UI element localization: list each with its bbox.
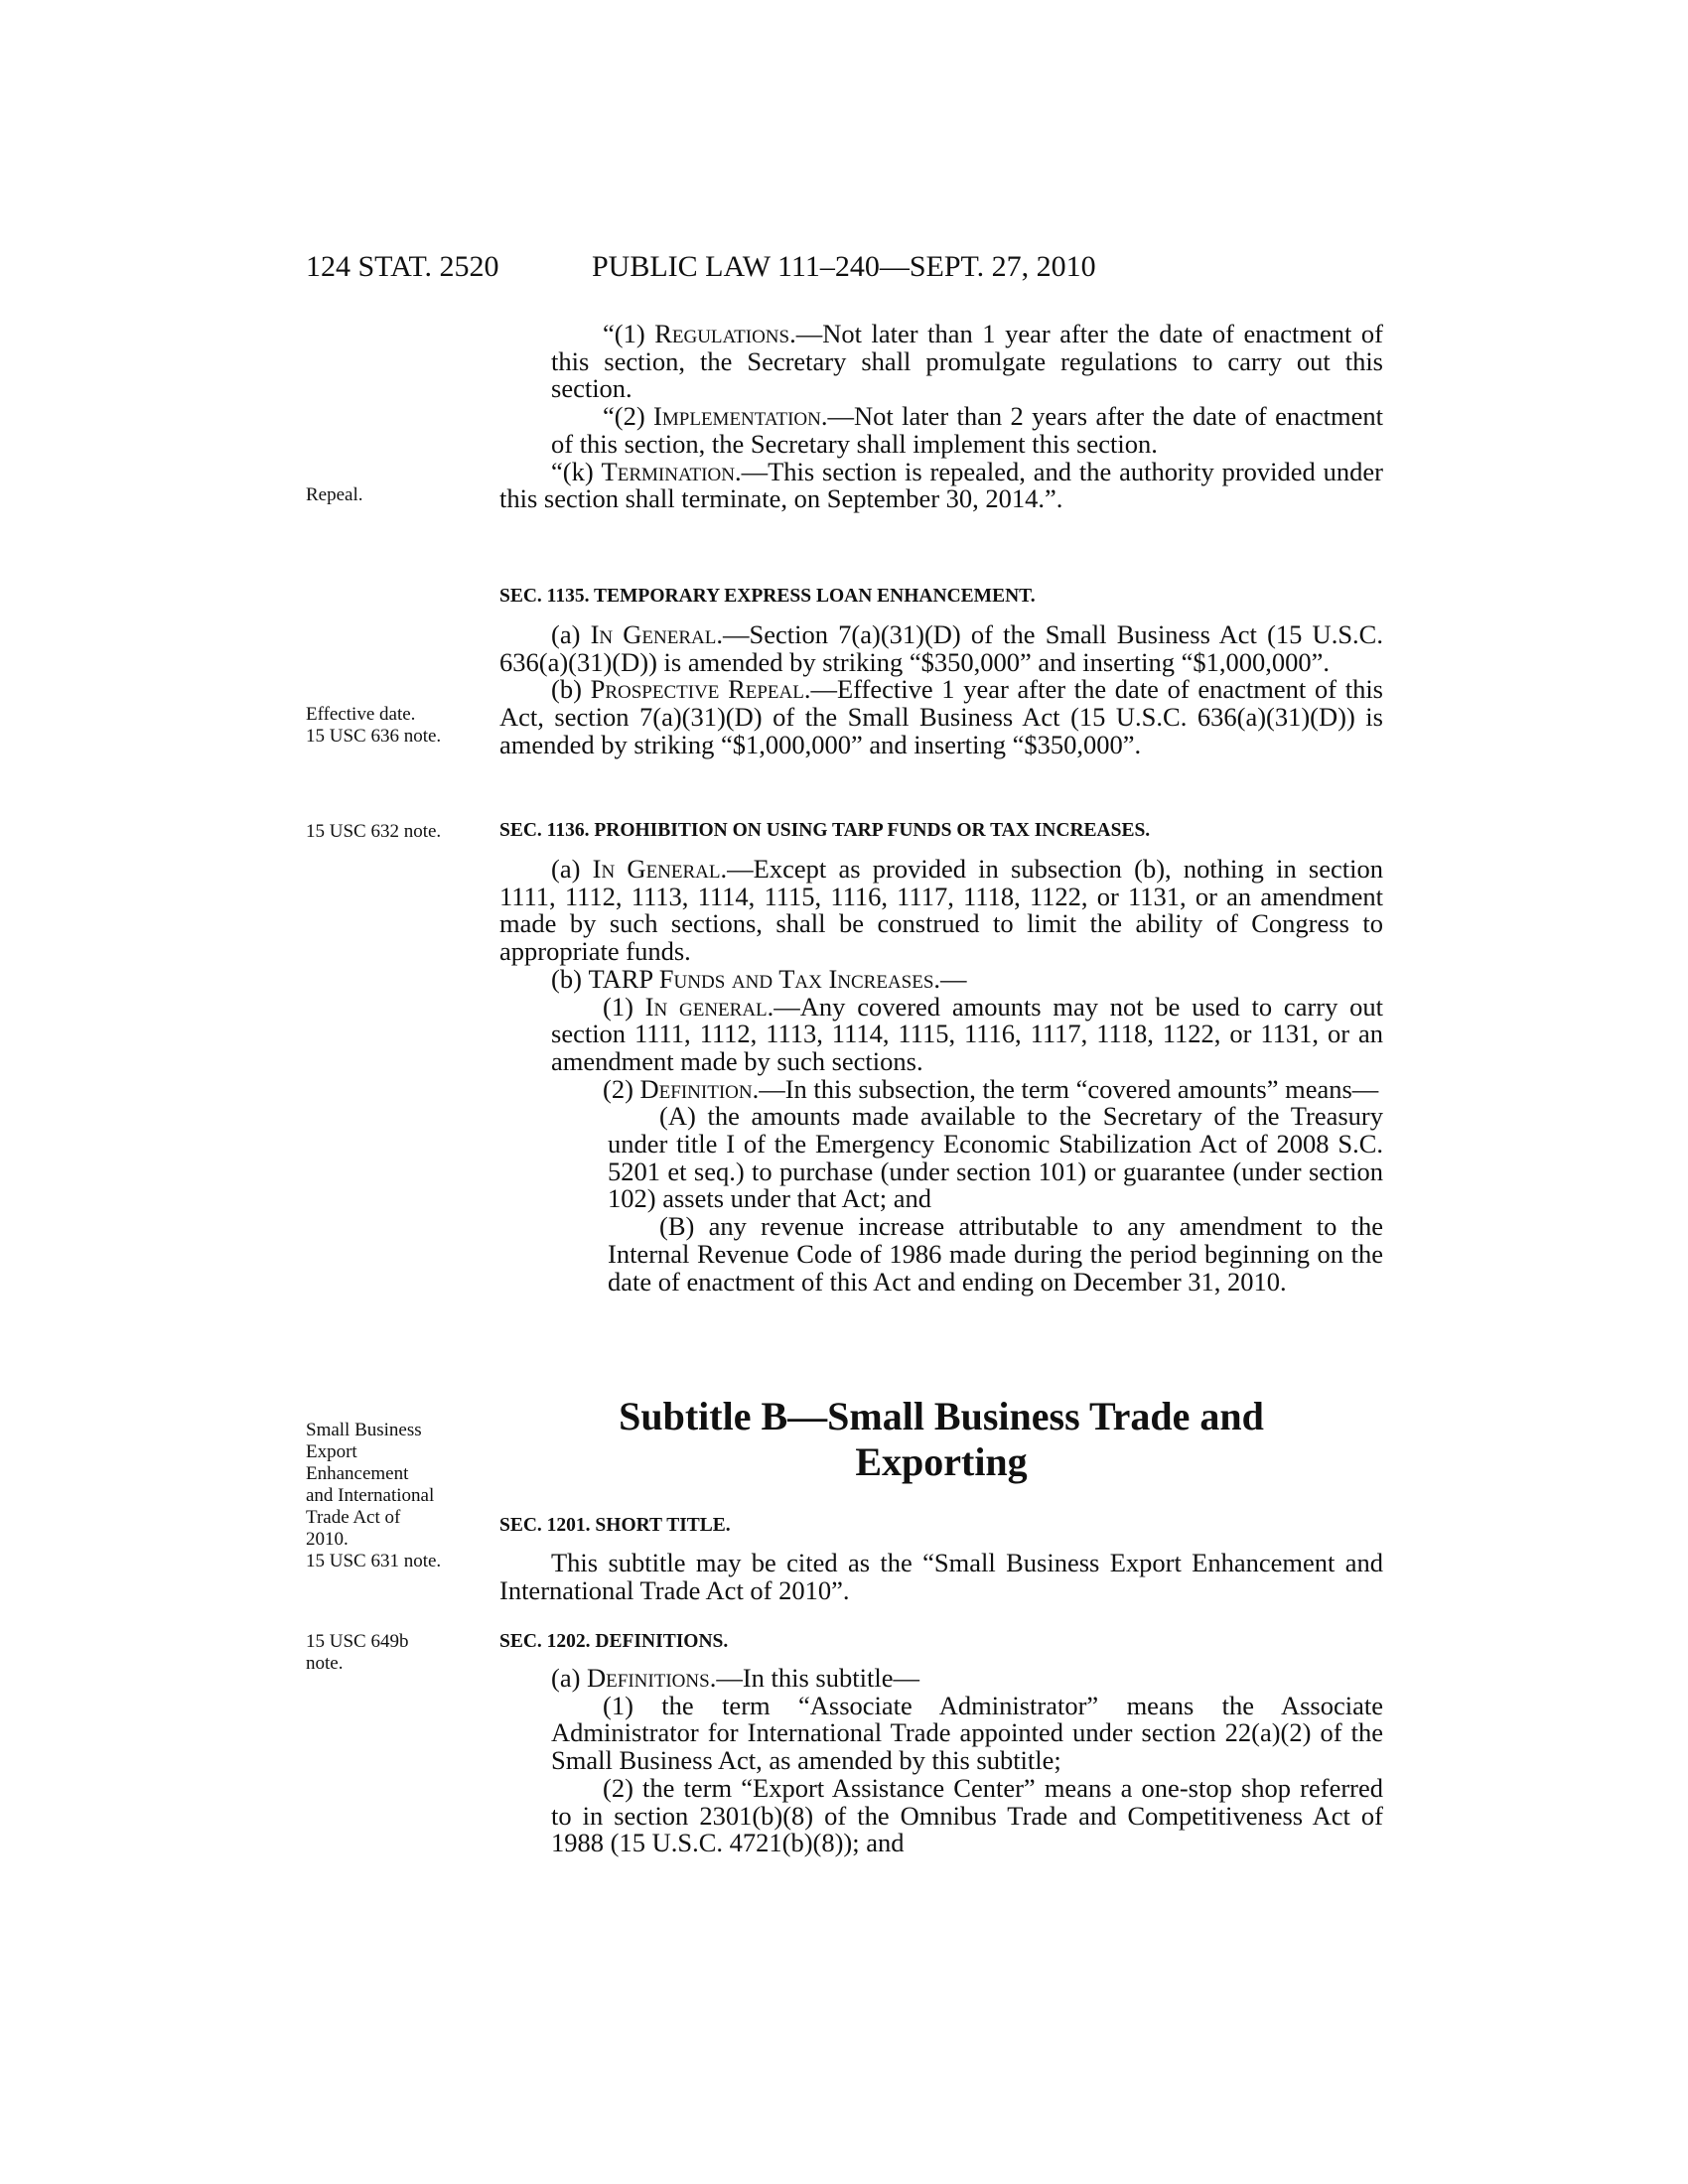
section-continuation [499, 321, 1383, 513]
section-1202-heading: SEC. 1202. DEFINITIONS. [499, 1631, 729, 1652]
paragraph-regulations: “(1) Regulations.—Not later than 1 year after the date of enactment of this section, the Secretary shall promulgate regulations to carry out this section. [551, 319, 1383, 404]
section-1135-subsection-b: (b) Prospective Repeal.—Effective 1 year after the date of enactment of this Act, section 7(a)(31)(D) of the Small Business Act (15 U.S.C. 636(a)(31)(D)) is amended by striking “$1,000,000” and inserting “$350,000”. [499, 674, 1383, 759]
page-header-title: PUBLIC LAW 111–240—SEPT. 27, 2010 [592, 250, 1096, 283]
section-1136-subparagraph-a: (A) the amounts made available to the Secretary of the Treasury under title I of the Emergency Economic Stabilization Act of 2008 S.C. 5201 et seq.) to purchase (under section 101) or guarantee (under section 102) assets under that Act; and [608, 1101, 1383, 1214]
section-1136-subsection-a: (a) In General.—Except as provided in subsection (b), nothing in section 1111, 1112, 1113, 1114, 1115, 1116, 1117, 1118, 1122, or 1131, or an amendment made by such sections, shall be construed to limit the ability of Congress to appropriate funds. [499, 854, 1383, 967]
section-1201-body [499, 1550, 1383, 1604]
section-1201-text: This subtitle may be cited as the “Small Business Export Enhancement and International Trade Act of 2010”. [499, 1548, 1383, 1605]
page-stat-number: 124 STAT. 2520 [306, 250, 499, 283]
section-1135-body [499, 621, 1383, 759]
margin-note-effective-date: Effective date. 15 USC 636 note. [306, 704, 442, 747]
paragraph-termination: “(k) Termination.—This section is repealed, and the authority provided under this section shall terminate, on September 30, 2014.”. [499, 456, 1383, 514]
margin-note-repeal: Repeal. [306, 484, 363, 505]
section-1136-paragraph-1: (1) In general.—Any covered amounts may not be used to carry out section 1111, 1112, 1113, 1114, 1115, 1116, 1117, 1118, 1122, or 1131, or an amendment made by such sections. [551, 991, 1383, 1076]
section-1136-paragraph-2: (2) Definition.—In this subsection, the term “covered amounts” means— [603, 1073, 1379, 1104]
paragraph-implementation: “(2) Implementation.—Not later than 2 years after the date of enactment of this section, the Secretary shall implement this section. [551, 401, 1383, 459]
margin-note-15-usc-632: 15 USC 632 note. [306, 821, 442, 842]
section-1202-subsection-a: (a) Definitions.—In this subtitle— [551, 1663, 919, 1693]
section-1136-subparagraph-b: (B) any revenue increase attributable to any amendment to the Internal Revenue Code of 1986 made during the period beginning on the date of enactment of this Act and ending on December 31, 2010. [608, 1211, 1383, 1297]
section-1136-subsection-b: (b) TARP Funds and Tax Increases.— [551, 963, 967, 994]
section-1136-body [499, 856, 1383, 1296]
section-1201-heading: SEC. 1201. SHORT TITLE. [499, 1515, 731, 1536]
section-1135-subsection-a: (a) In General.—Section 7(a)(31)(D) of the Small Business Act (15 U.S.C. 636(a)(31)(D)) is amended by striking “$350,000” and inserting “$1,000,000”. [499, 619, 1383, 677]
section-1202-body [499, 1665, 1383, 1857]
section-1136-heading: SEC. 1136. PROHIBITION ON USING TARP FUNDS OR TAX INCREASES. [499, 820, 1151, 841]
section-1135-heading: SEC. 1135. TEMPORARY EXPRESS LOAN ENHANCEMENT. [499, 586, 1036, 607]
section-1202-paragraph-1: (1) the term “Associate Administrator” means the Associate Administrator for International Trade appointed under section 22(a)(2) of the Small Business Act, as amended by this subtitle; [551, 1690, 1383, 1776]
section-1202-paragraph-2: (2) the term “Export Assistance Center” means a one-stop shop referred to in section 2301(b)(8) of the Omnibus Trade and Competitiveness Act of 1988 (15 U.S.C. 4721(b)(8)); and [551, 1772, 1383, 1858]
margin-note-15-usc-649b: 15 USC 649b note. [306, 1631, 409, 1674]
subtitle-heading: Subtitle B—Small Business Trade and Exporting [619, 1394, 1264, 1484]
margin-note-short-title: Small Business Export Enhancement and International Trade Act of 2010. 15 USC 631 note. [306, 1420, 442, 1571]
